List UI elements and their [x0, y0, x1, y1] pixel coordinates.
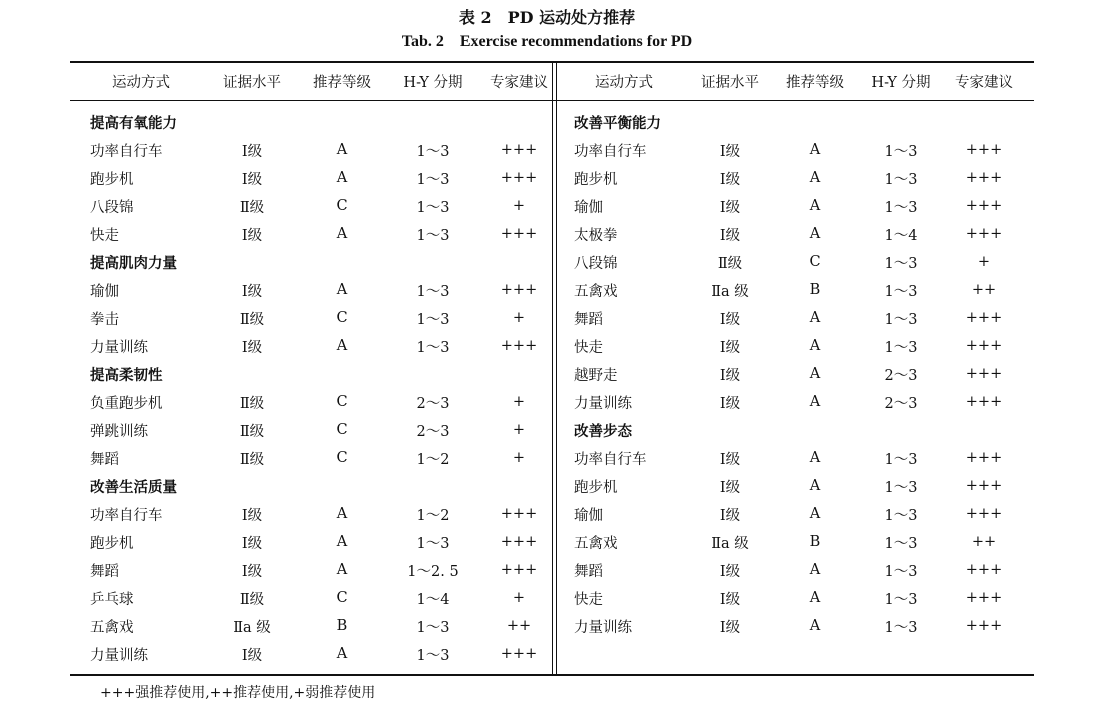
cell-recommendation-grade: C	[336, 198, 348, 214]
cell-expert-advice: +++	[965, 226, 1003, 242]
cell-evidence-level: Ⅰ级	[719, 507, 741, 524]
cell-evidence-level: Ⅱ级	[239, 451, 265, 468]
header-recommendation-grade: 推荐等级	[786, 75, 844, 91]
header-row	[70, 63, 564, 100]
cell-evidence-level: Ⅱ级	[239, 591, 265, 608]
cell-hy-stage: 1～3	[416, 619, 450, 636]
cell-recommendation-grade: A	[336, 562, 348, 578]
cell-recommendation-grade: A	[809, 338, 821, 354]
cell-expert-advice: +++	[500, 170, 538, 186]
cell-expert-advice: +++	[500, 226, 538, 242]
cell-expert-advice: +++	[965, 338, 1003, 354]
cell-evidence-level: Ⅰ级	[719, 619, 741, 636]
table-row	[70, 276, 564, 304]
table-row	[70, 584, 564, 612]
cell-expert-advice: +	[512, 310, 526, 326]
cell-exercise-type: 八段锦	[574, 255, 618, 272]
cell-recommendation-grade: C	[336, 450, 348, 466]
table-title-english: Tab. 2 Exercise recommendations for PD	[401, 33, 693, 50]
cell-recommendation-grade: C	[336, 394, 348, 410]
cell-exercise-type: 快走	[574, 339, 603, 356]
cell-recommendation-grade: B	[809, 282, 821, 298]
cell-exercise-type: 五禽戏	[574, 283, 618, 300]
table-title-chinese: 表 2 PD 运动处方推荐	[458, 8, 636, 27]
section-row	[70, 108, 564, 136]
cell-expert-advice: +++	[965, 394, 1003, 410]
cell-hy-stage: 2～3	[416, 423, 450, 440]
table-row	[70, 304, 564, 332]
cell-recommendation-grade: A	[809, 198, 821, 214]
cell-evidence-level: Ⅰ级	[241, 143, 263, 160]
cell-evidence-level: Ⅰ级	[719, 143, 741, 160]
table-row	[558, 220, 1026, 248]
cell-recommendation-grade: A	[809, 366, 821, 382]
right-table-panel	[558, 63, 1026, 640]
table-row	[70, 136, 564, 164]
cell-exercise-type: 快走	[90, 227, 119, 244]
cell-exercise-type: 乒乓球	[90, 591, 134, 608]
table-row	[70, 640, 564, 668]
section-row	[558, 416, 1026, 444]
cell-recommendation-grade: A	[336, 226, 348, 242]
header-exercise-type: 运动方式	[112, 75, 170, 91]
cell-evidence-level: Ⅰ级	[719, 591, 741, 608]
cell-exercise-type: 舞蹈	[90, 563, 119, 580]
table-row	[558, 472, 1026, 500]
cell-exercise-type: 力量训练	[574, 395, 632, 412]
cell-expert-advice: +++	[965, 478, 1003, 494]
cell-recommendation-grade: A	[809, 394, 821, 410]
cell-hy-stage: 1～3	[416, 227, 450, 244]
cell-hy-stage: 2～3	[884, 367, 918, 384]
cell-recommendation-grade: A	[336, 282, 348, 298]
table-row	[70, 164, 564, 192]
section-row	[558, 108, 1026, 136]
cell-expert-advice: +	[512, 450, 526, 466]
header-evidence-level: 证据水平	[223, 75, 281, 91]
table-row	[70, 388, 564, 416]
cell-hy-stage: 1～2. 5	[407, 563, 459, 580]
cell-recommendation-grade: A	[809, 310, 821, 326]
table-row	[558, 528, 1026, 556]
cell-recommendation-grade: A	[809, 618, 821, 634]
cell-evidence-level: Ⅰ级	[719, 339, 741, 356]
cell-exercise-type: 八段锦	[90, 199, 134, 216]
cell-hy-stage: 1～3	[884, 451, 918, 468]
cell-expert-advice: +++	[500, 142, 538, 158]
cell-hy-stage: 1～3	[884, 479, 918, 496]
cell-exercise-type: 力量训练	[90, 339, 148, 356]
section-row	[70, 248, 564, 276]
cell-expert-advice: +++	[500, 534, 538, 550]
cell-evidence-level: Ⅰ级	[241, 171, 263, 188]
header-row	[558, 63, 1026, 100]
cell-hy-stage: 1～3	[884, 199, 918, 216]
header-evidence-level: 证据水平	[701, 75, 759, 91]
cell-evidence-level: Ⅰ级	[719, 227, 741, 244]
cell-recommendation-grade: C	[336, 590, 348, 606]
cell-expert-advice: +++	[500, 646, 538, 662]
cell-hy-stage: 1～3	[884, 311, 918, 328]
cell-hy-stage: 1～3	[416, 143, 450, 160]
table-row	[558, 556, 1026, 584]
cell-exercise-type: 五禽戏	[90, 619, 134, 636]
cell-evidence-level: Ⅰ级	[241, 535, 263, 552]
cell-exercise-type: 瑜伽	[574, 199, 603, 216]
cell-expert-advice: +++	[965, 590, 1003, 606]
table-row	[70, 416, 564, 444]
cell-exercise-type: 负重跑步机	[90, 395, 163, 412]
header-expert-advice: 专家建议	[490, 75, 548, 91]
cell-recommendation-grade: A	[809, 478, 821, 494]
cell-hy-stage: 1～3	[416, 311, 450, 328]
header-hy-stage: H-Y 分期	[403, 75, 463, 91]
cell-recommendation-grade: A	[336, 142, 348, 158]
table-row	[70, 220, 564, 248]
cell-evidence-level: Ⅰ级	[719, 311, 741, 328]
cell-evidence-level: Ⅱ级	[717, 255, 743, 272]
table-row	[558, 388, 1026, 416]
cell-expert-advice: +	[512, 394, 526, 410]
cell-evidence-level: Ⅰ级	[241, 507, 263, 524]
cell-hy-stage: 1～3	[884, 535, 918, 552]
cell-recommendation-grade: A	[809, 450, 821, 466]
cell-evidence-level: Ⅰ级	[719, 171, 741, 188]
table-row	[558, 612, 1026, 640]
cell-hy-stage: 2～3	[416, 395, 450, 412]
cell-exercise-type: 舞蹈	[574, 563, 603, 580]
cell-recommendation-grade: B	[336, 618, 348, 634]
cell-recommendation-grade: A	[336, 338, 348, 354]
cell-recommendation-grade: A	[809, 590, 821, 606]
cell-expert-advice: +	[512, 422, 526, 438]
cell-evidence-level: Ⅱa 级	[711, 283, 749, 300]
cell-evidence-level: Ⅱ级	[239, 423, 265, 440]
table-row	[70, 612, 564, 640]
cell-hy-stage: 1～3	[416, 283, 450, 300]
cell-hy-stage: 1～2	[416, 451, 450, 468]
cell-expert-advice: +++	[965, 170, 1003, 186]
cell-recommendation-grade: A	[809, 506, 821, 522]
cell-evidence-level: Ⅰ级	[241, 563, 263, 580]
cell-expert-advice: +++	[965, 366, 1003, 382]
cell-hy-stage: 1～3	[884, 171, 918, 188]
cell-exercise-type: 跑步机	[90, 171, 134, 188]
cell-evidence-level: Ⅱ级	[239, 311, 265, 328]
cell-exercise-type: 跑步机	[574, 171, 618, 188]
cell-evidence-level: Ⅱ级	[239, 199, 265, 216]
section-row	[70, 360, 564, 388]
cell-evidence-level: Ⅰ级	[241, 227, 263, 244]
table-row	[558, 360, 1026, 388]
cell-exercise-type: 跑步机	[90, 535, 134, 552]
cell-recommendation-grade: A	[336, 170, 348, 186]
cell-hy-stage: 1～3	[416, 171, 450, 188]
cell-hy-stage: 1～3	[416, 535, 450, 552]
table-footnote: +++强推荐使用,++推荐使用,+弱推荐使用	[100, 685, 376, 701]
section-row	[70, 472, 564, 500]
cell-recommendation-grade: C	[336, 310, 348, 326]
table-row	[558, 332, 1026, 360]
table-row	[558, 500, 1026, 528]
cell-hy-stage: 1～3	[884, 339, 918, 356]
cell-hy-stage: 1～3	[884, 591, 918, 608]
cell-exercise-type: 舞蹈	[90, 451, 119, 468]
cell-expert-advice: ++	[971, 282, 997, 298]
cell-exercise-type: 越野走	[574, 367, 618, 384]
cell-expert-advice: +++	[965, 142, 1003, 158]
cell-expert-advice: +++	[500, 282, 538, 298]
table-row	[558, 584, 1026, 612]
left-table-panel	[70, 63, 564, 668]
section-title: 改善步态	[574, 422, 632, 440]
table-row	[558, 248, 1026, 276]
table-row	[558, 136, 1026, 164]
cell-hy-stage: 1～3	[416, 199, 450, 216]
cell-recommendation-grade: A	[809, 562, 821, 578]
cell-evidence-level: Ⅱa 级	[711, 535, 749, 552]
table-row	[558, 164, 1026, 192]
cell-evidence-level: Ⅰ级	[241, 647, 263, 664]
table-row	[70, 444, 564, 472]
cell-hy-stage: 1～3	[884, 143, 918, 160]
cell-hy-stage: 1～3	[416, 339, 450, 356]
cell-expert-advice: +++	[965, 450, 1003, 466]
cell-recommendation-grade: A	[809, 226, 821, 242]
table-row	[558, 192, 1026, 220]
cell-exercise-type: 瑜伽	[574, 507, 603, 524]
cell-exercise-type: 功率自行车	[90, 143, 163, 160]
section-title: 提高有氧能力	[90, 114, 177, 132]
cell-expert-advice: +++	[965, 310, 1003, 326]
table-row	[70, 500, 564, 528]
cell-hy-stage: 1～3	[884, 255, 918, 272]
cell-evidence-level: Ⅱ级	[239, 395, 265, 412]
cell-exercise-type: 弹跳训练	[90, 423, 148, 440]
cell-recommendation-grade: C	[809, 254, 821, 270]
cell-evidence-level: Ⅱa 级	[233, 619, 271, 636]
cell-expert-advice: +	[512, 198, 526, 214]
cell-evidence-level: Ⅰ级	[719, 199, 741, 216]
header-hy-stage: H-Y 分期	[871, 75, 931, 91]
cell-expert-advice: +++	[965, 198, 1003, 214]
cell-exercise-type: 功率自行车	[574, 143, 647, 160]
cell-exercise-type: 舞蹈	[574, 311, 603, 328]
cell-hy-stage: 1～3	[884, 619, 918, 636]
cell-exercise-type: 跑步机	[574, 479, 618, 496]
cell-exercise-type: 力量训练	[574, 619, 632, 636]
cell-hy-stage: 2～3	[884, 395, 918, 412]
cell-expert-advice: +++	[965, 618, 1003, 634]
table-row	[70, 556, 564, 584]
cell-evidence-level: Ⅰ级	[241, 283, 263, 300]
cell-expert-advice: +	[512, 590, 526, 606]
cell-exercise-type: 功率自行车	[574, 451, 647, 468]
cell-expert-advice: ++	[971, 534, 997, 550]
cell-exercise-type: 五禽戏	[574, 535, 618, 552]
cell-expert-advice: +++	[965, 562, 1003, 578]
table-row	[70, 332, 564, 360]
cell-evidence-level: Ⅰ级	[719, 367, 741, 384]
cell-evidence-level: Ⅰ级	[719, 451, 741, 468]
cell-recommendation-grade: C	[336, 422, 348, 438]
cell-exercise-type: 功率自行车	[90, 507, 163, 524]
cell-expert-advice: +++	[500, 506, 538, 522]
table-row	[558, 444, 1026, 472]
cell-expert-advice: +++	[965, 506, 1003, 522]
cell-recommendation-grade: A	[809, 170, 821, 186]
cell-hy-stage: 1～3	[884, 283, 918, 300]
table-row	[558, 304, 1026, 332]
cell-expert-advice: ++	[506, 618, 532, 634]
cell-hy-stage: 1～3	[416, 647, 450, 664]
section-title: 提高肌肉力量	[90, 254, 177, 272]
cell-recommendation-grade: A	[336, 534, 348, 550]
table-row	[70, 528, 564, 556]
cell-recommendation-grade: A	[336, 506, 348, 522]
cell-evidence-level: Ⅰ级	[719, 395, 741, 412]
cell-exercise-type: 拳击	[90, 311, 119, 328]
cell-hy-stage: 1～3	[884, 507, 918, 524]
cell-hy-stage: 1～4	[416, 591, 450, 608]
header-expert-advice: 专家建议	[955, 75, 1013, 91]
cell-recommendation-grade: B	[809, 534, 821, 550]
table-row	[70, 192, 564, 220]
cell-expert-advice: +++	[500, 562, 538, 578]
cell-evidence-level: Ⅰ级	[241, 339, 263, 356]
cell-expert-advice: +++	[500, 338, 538, 354]
cell-hy-stage: 1～3	[884, 563, 918, 580]
section-title: 改善生活质量	[90, 478, 177, 496]
header-exercise-type: 运动方式	[595, 75, 653, 91]
cell-exercise-type: 力量训练	[90, 647, 148, 664]
cell-recommendation-grade: A	[336, 646, 348, 662]
cell-hy-stage: 1～2	[416, 507, 450, 524]
cell-exercise-type: 太极拳	[574, 227, 618, 244]
cell-exercise-type: 瑜伽	[90, 283, 119, 300]
cell-exercise-type: 快走	[574, 591, 603, 608]
table-row	[558, 276, 1026, 304]
header-recommendation-grade: 推荐等级	[313, 75, 371, 91]
cell-recommendation-grade: A	[809, 142, 821, 158]
cell-evidence-level: Ⅰ级	[719, 479, 741, 496]
section-title: 提高柔韧性	[90, 366, 163, 384]
cell-evidence-level: Ⅰ级	[719, 563, 741, 580]
section-title: 改善平衡能力	[574, 114, 661, 132]
cell-hy-stage: 1～4	[884, 227, 918, 244]
cell-expert-advice: +	[977, 254, 991, 270]
